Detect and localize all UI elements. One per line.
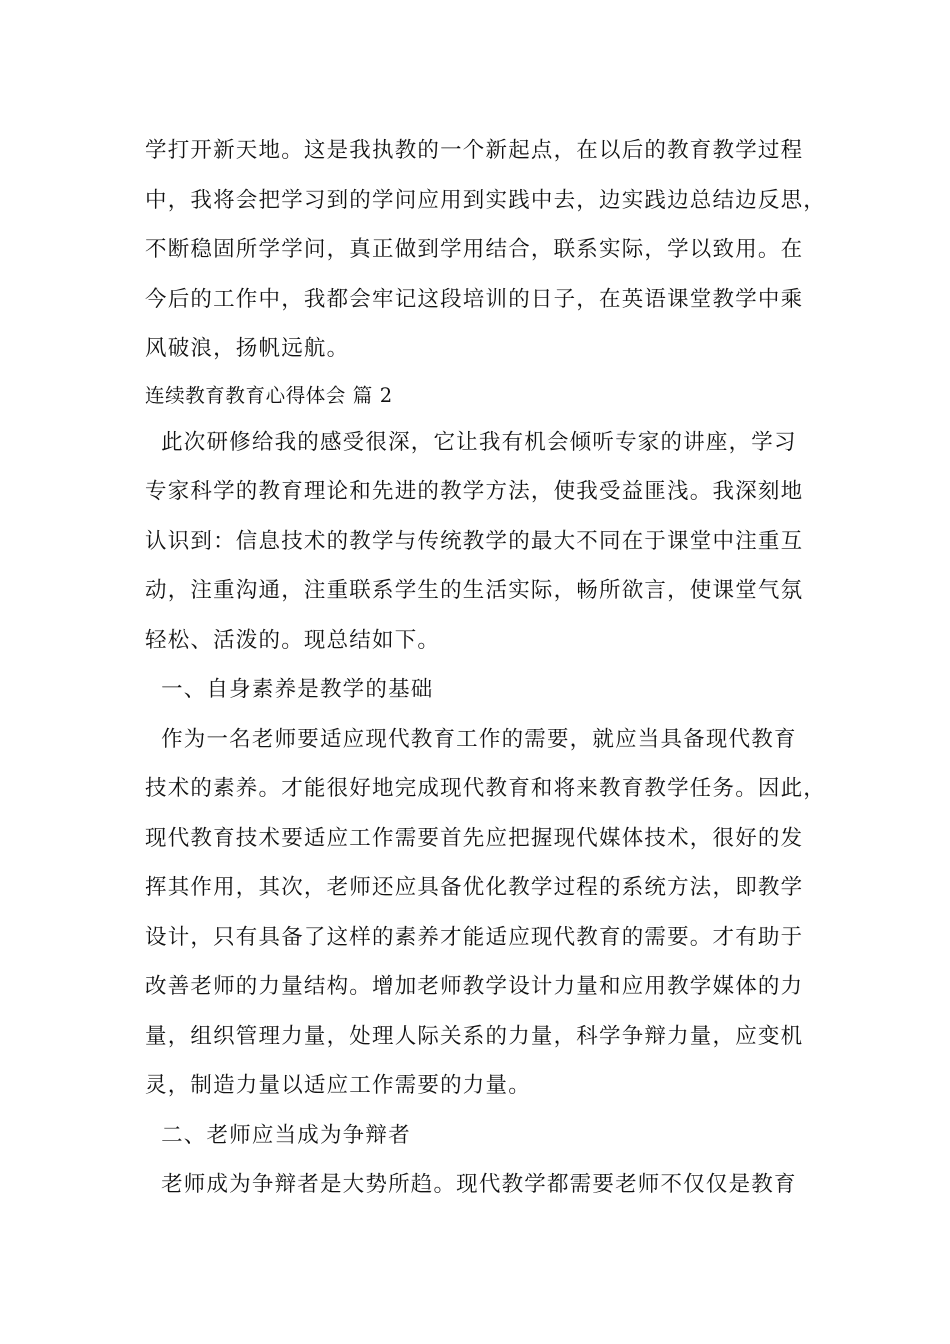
text-line: 技术的素养。才能很好地完成现代教育和将来教育教学任务。因此， [145, 776, 827, 801]
text-line: 风破浪，扬帆远航。 [145, 336, 350, 361]
text-line: 改善老师的力量结构。增加老师教学设计力量和应用教学媒体的力 [145, 974, 804, 999]
text-line: 量，组织管理力量，处理人际关系的力量，科学争辩力量，应变机 [145, 1023, 804, 1049]
text-line: 设计，只有具备了这样的素养才能适应现代教育的需要。才有助于 [145, 924, 804, 950]
paragraph-2 [145, 715, 827, 1111]
subheading-1: 一、自身素养是教学的基础 [145, 677, 434, 702]
text-line: 老师成为争辩者是大势所趋。现代教学都需要老师不仅仅是教育 [145, 1172, 797, 1197]
text-line: 中，我将会把学习到的学问应用到实践中去，边实践边总结边反思， [145, 187, 827, 213]
document-body [145, 126, 827, 1210]
subheading-2: 二、老师应当成为争辩者 [145, 1122, 411, 1148]
text-line: 学打开新天地。这是我执教的一个新起点，在以后的教育教学过程 [145, 138, 804, 163]
text-line: 挥其作用，其次，老师还应具备优化教学过程的系统方法，即教学 [145, 875, 804, 900]
text-line: 灵，制造力量以适应工作需要的力量。 [145, 1073, 531, 1098]
text-line: 轻松、活泼的。现总结如下。 [145, 627, 441, 653]
text-line: 动，注重沟通，注重联系学生的生活实际，畅所欲言，使课堂气氛 [145, 578, 804, 603]
paragraph-3 [145, 1160, 813, 1210]
text-line: 专家科学的教育理论和先进的教学方法，使我受益匪浅。我深刻地 [145, 479, 804, 504]
text-line: 不断稳固所学学问，真正做到学用结合，联系实际，学以致用。在 [145, 237, 804, 262]
text-line: 此次研修给我的感受很深，它让我有机会倾听专家的讲座，学习 [145, 429, 797, 455]
intro-paragraph [145, 126, 827, 374]
section-title: 连续教育教育心得体会 篇 2 [145, 383, 393, 407]
paragraph-1 [145, 418, 813, 666]
text-line: 现代教育技术要适应工作需要首先应把握现代媒体技术，很好的发 [145, 825, 804, 851]
text-line: 作为一名老师要适应现代教育工作的需要，就应当具备现代教育 [145, 726, 797, 752]
text-line: 今后的工作中，我都会牢记这段培训的日子，在英语课堂教学中乘 [145, 286, 804, 312]
text-line: 认识到：信息技术的教学与传统教学的最大不同在于课堂中注重互 [145, 528, 804, 554]
